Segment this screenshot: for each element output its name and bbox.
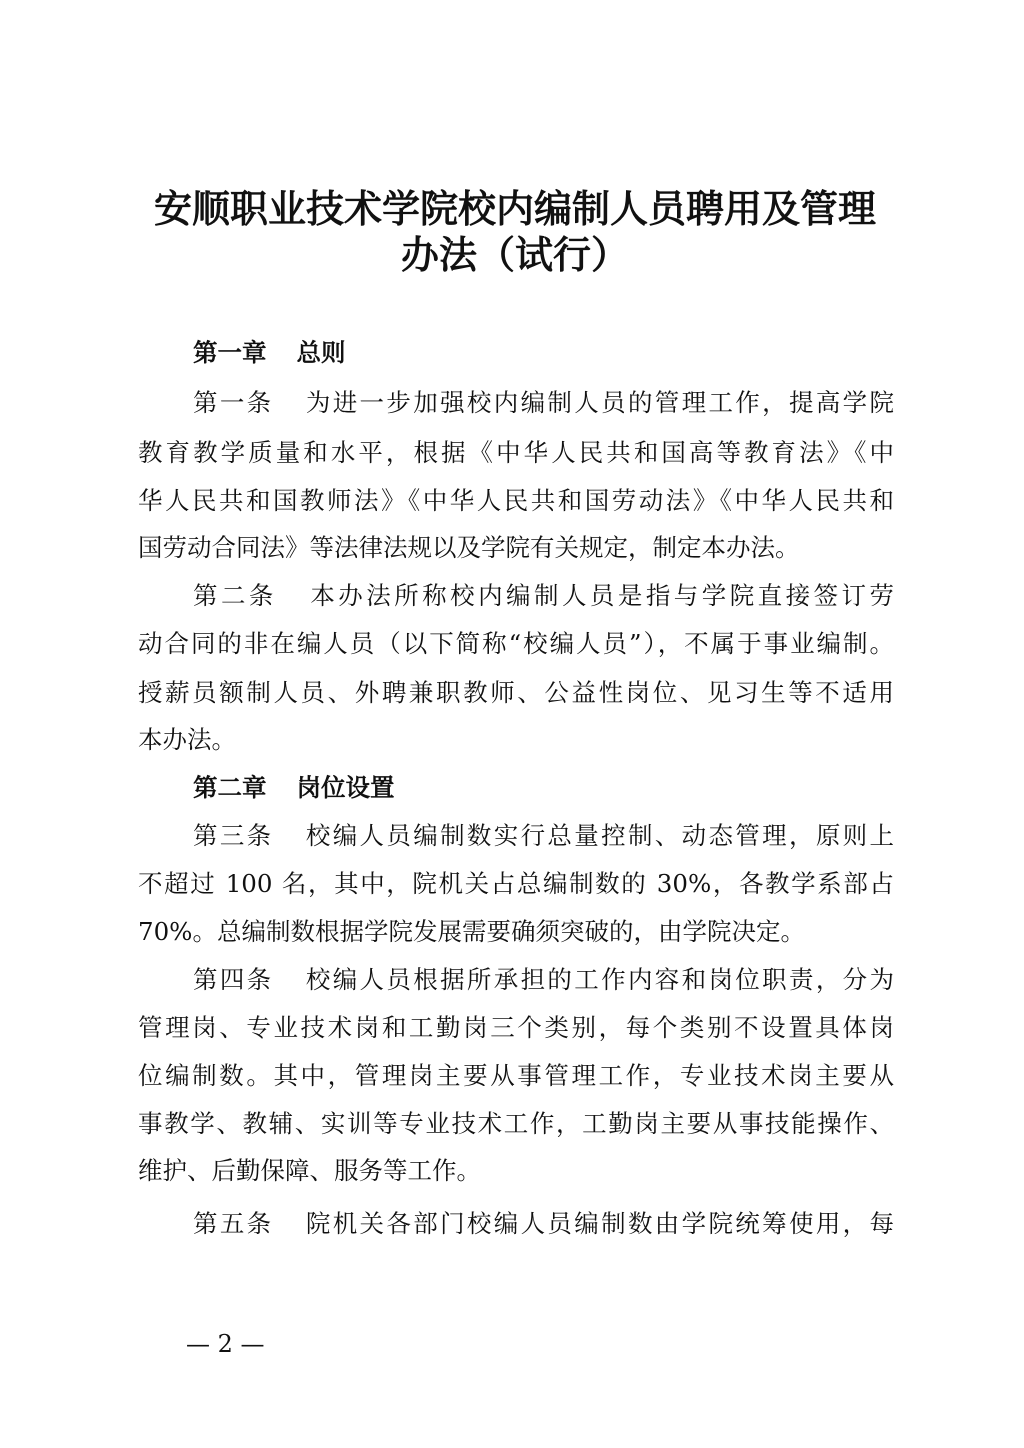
article-2-label: 第二条 — [193, 581, 277, 610]
article-4-line-5: 维护、后勤保障、服务等工作。 — [138, 1156, 481, 1185]
chapter-2-heading — [193, 772, 395, 804]
article-5-text-1: 院机关各部门校编人员编制数由学院统筹使用，每 — [303, 1209, 895, 1238]
article-3-text-1: 校编人员编制数实行总量控制、动态管理，原则上 — [303, 821, 895, 850]
article-4-line-3: 位编制数。其中，管理岗主要从事管理工作，专业技术岗主要从 — [138, 1061, 894, 1090]
article-1-line-4: 国劳动合同法》等法律法规以及学院有关规定，制定本办法。 — [138, 533, 800, 562]
chapter-1-name: 总则 — [296, 338, 346, 367]
article-4-line-1 — [193, 964, 894, 996]
article-1-line-3: 华人民共和国教师法》《中华人民共和国劳动法》《中华人民共和 — [138, 486, 894, 515]
article-4-line-2: 管理岗、专业技术岗和工勤岗三个类别，每个类别不设置具体岗 — [138, 1013, 894, 1042]
article-5-line-1 — [193, 1208, 894, 1240]
article-1-line-1 — [193, 387, 894, 419]
chapter-2-name: 岗位设置 — [296, 773, 395, 802]
page-number: — 2 — — [186, 1330, 265, 1358]
chapter-2-label: 第二章 — [193, 773, 267, 802]
article-2-line-4: 本办法。 — [138, 725, 236, 754]
article-2-line-2: 动合同的非在编人员（以下简称“校编人员”），不属于事业编制。 — [138, 629, 894, 658]
article-5-label: 第五条 — [193, 1209, 274, 1238]
article-1-label: 第一条 — [193, 388, 274, 417]
article-3-line-2: 不超过 100 名，其中，院机关占总编制数的 30%，各教学系部占 — [138, 869, 894, 898]
article-4-label: 第四条 — [193, 965, 274, 994]
document-title-line-1: 安顺职业技术学院校内编制人员聘用及管理 — [153, 187, 876, 231]
article-2-line-1 — [193, 580, 894, 612]
article-2-text-1: 本办法所称校内编制人员是指与学院直接签订劳 — [306, 581, 894, 610]
article-3-line-3: 70%。总编制数根据学院发展需要确须突破的，由学院决定。 — [138, 917, 805, 946]
article-4-line-4: 事教学、教辅、实训等专业技术工作，工勤岗主要从事技能操作、 — [138, 1109, 894, 1138]
article-1-text-1: 为进一步加强校内编制人员的管理工作，提高学院 — [303, 388, 895, 417]
document-title-line-2: 办法（试行） — [400, 233, 629, 277]
article-3-line-1 — [193, 820, 894, 852]
article-1-line-2: 教育教学质量和水平，根据《中华人民共和国高等教育法》《中 — [138, 438, 894, 467]
chapter-1-heading — [193, 337, 346, 369]
article-3-label: 第三条 — [193, 821, 274, 850]
article-2-line-3: 授薪员额制人员、外聘兼职教师、公益性岗位、见习生等不适用 — [138, 678, 894, 707]
chapter-1-label: 第一章 — [193, 338, 267, 367]
article-4-text-1: 校编人员根据所承担的工作内容和岗位职责，分为 — [303, 965, 895, 994]
